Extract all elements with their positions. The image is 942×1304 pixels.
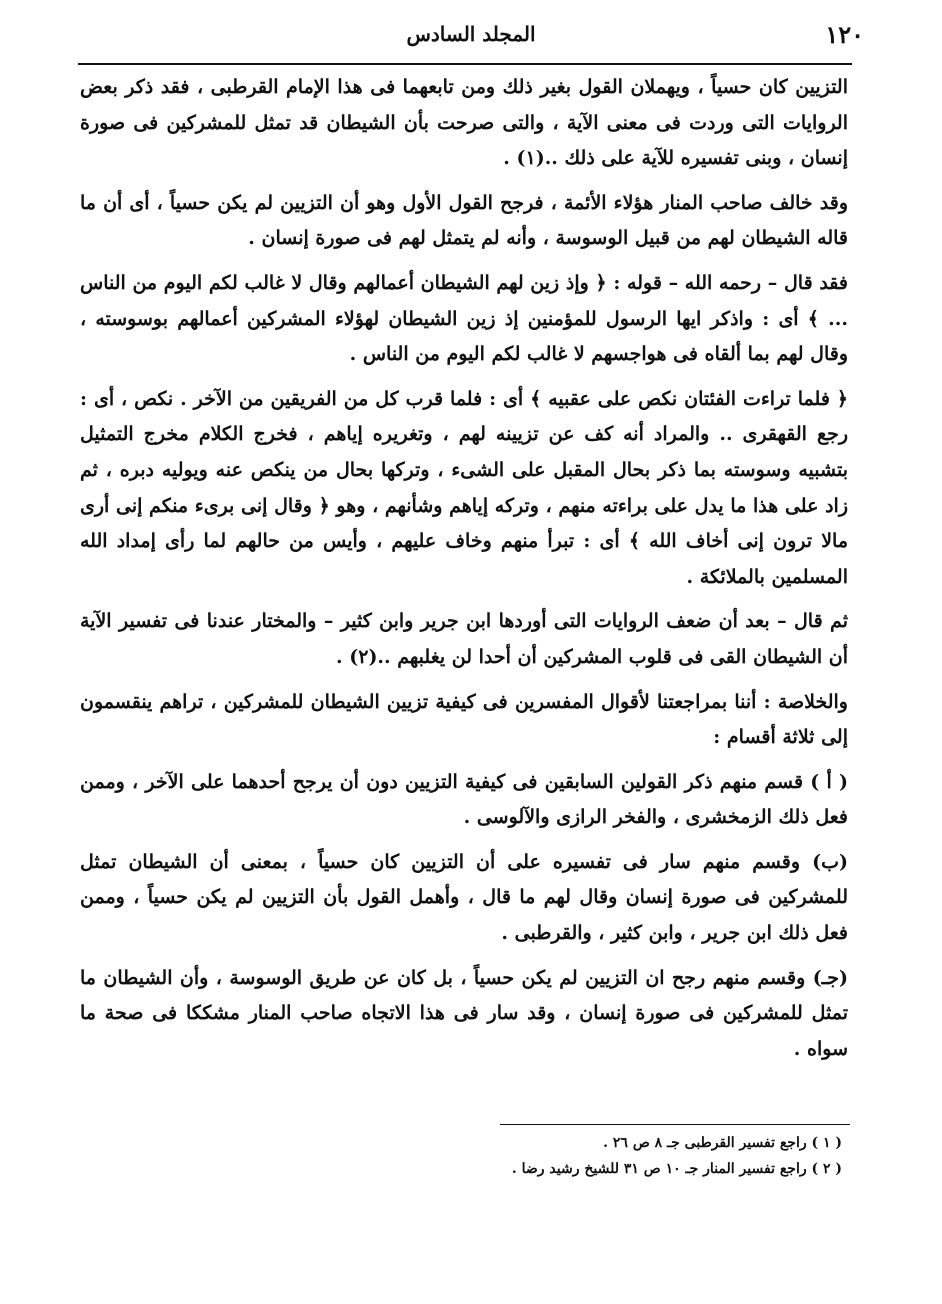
footnotes — [200, 1130, 842, 1182]
footnote-rule — [500, 1124, 850, 1125]
running-title: المجلد السادس — [406, 22, 536, 46]
paragraph: ﴿ فلما تراءت الفئتان نكص على عقبيه ﴾ أى : فلما قرب كل من الفريقين من الآخر . نكص ، أى : رجع القهقرى .. والمراد أنه كف عن تزيينه لهم ، وتغريره إياهم ، فخرج الكلام مخرج التمثيل بتشبيه وسوسته بما ذكر بحال المقبل على الشىء ، وتركها بحال من ينكص عنه ويوليه دبره ، ثم زاد على هذا ما يدل على براءته منهم ، وتركه إياهم وشأنهم ، وهو ﴿ وقال إنى برىء منكم إنى أرى مالا ترون إنى أخاف الله ﴾ أى : تبرأ منهم وخاف عليهم ، وأيس من حالهم لما رأى إمداد الله المسلمين بالملائكة . — [80, 387, 848, 588]
page-header — [78, 16, 864, 56]
paragraph: ثم قال – بعد أن ضعف الروايات التى أوردها ابن جرير وابن كثير – والمختار عندنا فى تفسير الآية أن الشيطان القى فى قلوب المشركين أن أحدا لن يغلبهم ..(٢) . — [80, 610, 848, 668]
footnote: ( ٢ ) راجع تفسير المنار جـ ١٠ ص ٣١ للشيخ رشيد رضا . — [511, 1161, 842, 1177]
header-rule — [78, 63, 852, 65]
footnote: ( ١ ) راجع تفسير القرطبى جـ ٨ ص ٢٦ . — [603, 1135, 842, 1151]
paragraph: (ب) وقسم منهم سار فى تفسيره على أن التزيين كان حسياً ، بمعنى أن الشيطان تمثل للمشركين فى صورة إنسان وقال لهم ما قال ، وأهمل القول بأن التزيين لم يكن حسياً ، وممن فعل ذلك ابن جرير ، وابن كثير ، والقرطبى . — [80, 850, 848, 945]
paragraph: وقد خالف صاحب المنار هؤلاء الأئمة ، فرجح القول الأول وهو أن التزيين لم يكن حسياً ، أى أن ما قاله الشيطان لهم من قبيل الوسوسة ، وأنه لم يتمثل لهم فى صورة إنسان . — [80, 191, 848, 250]
paragraph: (جـ) وقسم منهم رجح ان التزيين لم يكن حسياً ، بل كان عن طريق الوسوسة ، وأن الشيطان ما تمثل للمشركين فى صورة إنسان ، وقد سار فى هذا الاتجاه صاحب المنار مشككا فى صحة ما سواه . — [80, 966, 848, 1060]
paragraph: والخلاصة : أننا بمراجعتنا لأقوال المفسرين فى كيفية تزيين الشيطان للمشركين ، تراهم ينقسمون إلى ثلاثة أقسام : — [80, 690, 848, 749]
page-number: ١٢٠ — [825, 20, 864, 49]
main-text — [80, 70, 848, 1076]
paragraph: التزيين كان حسياً ، ويهملان القول بغير ذلك ومن تابعهما فى هذا الإمام القرطبى ، فقد ذكر بعض الروايات التى وردت فى معنى الآية ، والتى صرحت بأن الشيطان قد تمثل للمشركين فى صورة إنسان ، وبنى تفسيره للآية على ذلك ..(١) . — [80, 76, 848, 170]
paragraph: فقد قال – رحمه الله – قوله : ﴿ وإذ زين لهم الشيطان أعمالهم وقال لا غالب لكم اليوم من الناس ... ﴾ أى : واذكر ايها الرسول للمؤمنين إذ زين الشيطان لهؤلاء المشركين أعمالهم بوسوسته ، وقال لهم بما ألقاه فى هواجسهم لا غالب لكم اليوم من الناس . — [80, 271, 848, 366]
paragraph: ( أ ) قسم منهم ذكر القولين السابقين فى كيفية التزيين دون أن يرجح أحدهما على الآخر ، وممن فعل ذلك الزمخشرى ، والفخر الرازى والآلوسى . — [80, 770, 848, 829]
